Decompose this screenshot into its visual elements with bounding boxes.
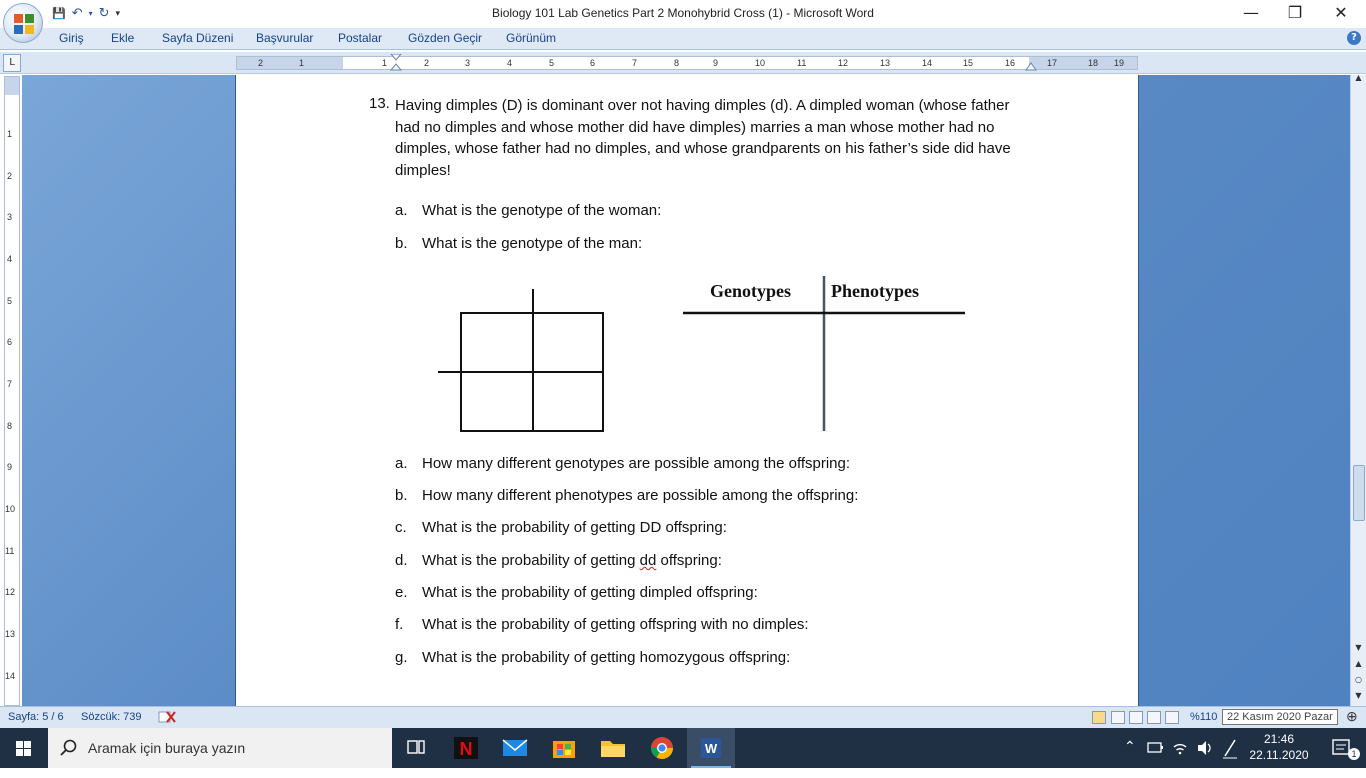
- zoom-level[interactable]: %110: [1190, 711, 1218, 723]
- tab-view[interactable]: Görünüm: [506, 31, 557, 45]
- ruler-label: 14: [922, 58, 933, 68]
- office-logo-icon: [13, 13, 35, 35]
- ruler-label: 5: [7, 296, 13, 306]
- notification-count-badge: 1: [1348, 748, 1360, 760]
- next-page-icon[interactable]: ▼: [1355, 691, 1362, 700]
- list-text: What is the probability of getting offspring with no dimples:: [422, 616, 809, 633]
- horizontal-ruler[interactable]: [236, 56, 1138, 70]
- full-screen-reading-view-icon[interactable]: [1111, 711, 1125, 724]
- t-chart-lines: [681, 275, 971, 435]
- vertical-ruler[interactable]: [4, 76, 20, 706]
- taskbar: [0, 728, 1366, 768]
- list-letter: a.: [395, 202, 408, 219]
- ruler-label: 9: [7, 462, 13, 472]
- minimize-button[interactable]: —: [1243, 3, 1259, 22]
- ruler-label: 12: [838, 58, 849, 68]
- web-layout-view-icon[interactable]: [1129, 711, 1143, 724]
- list-letter: b.: [395, 487, 408, 504]
- list-text: What is the genotype of the man:: [422, 235, 643, 252]
- spelling-error[interactable]: dd: [639, 552, 657, 569]
- tab-home[interactable]: Giriş: [59, 31, 84, 45]
- list-text: How many different genotypes are possible among the offspring:: [422, 455, 851, 472]
- right-indent-marker-icon[interactable]: [1025, 58, 1037, 72]
- title-bar: [0, 0, 1366, 28]
- list-letter: c.: [395, 519, 407, 536]
- document-page[interactable]: [236, 75, 1138, 706]
- svg-text:N: N: [459, 739, 473, 759]
- pen-workspace-icon[interactable]: [1221, 728, 1239, 768]
- date-tooltip: 22 Kasım 2020 Pazar: [1222, 709, 1338, 725]
- netflix-icon[interactable]: [442, 728, 490, 768]
- scroll-thumb[interactable]: [1353, 465, 1365, 521]
- chrome-icon[interactable]: [638, 728, 686, 768]
- status-bar: [0, 706, 1366, 728]
- ruler-bar: [0, 52, 1366, 74]
- customize-qat-icon[interactable]: ▾: [115, 9, 121, 19]
- ruler-label: 10: [5, 504, 16, 514]
- taskbar-clock[interactable]: [1244, 731, 1314, 763]
- ruler-left-margin: [237, 57, 343, 69]
- ruler-label: 9: [713, 58, 719, 68]
- ruler-label: 13: [5, 629, 16, 639]
- ruler-label: 8: [674, 58, 680, 68]
- search-placeholder: Aramak için buraya yazın: [88, 740, 246, 756]
- question-number: 13.: [369, 95, 390, 112]
- tab-references[interactable]: Başvurular: [256, 31, 314, 45]
- ruler-label: 7: [7, 379, 13, 389]
- print-layout-view-icon[interactable]: [1092, 711, 1106, 724]
- ruler-label: 8: [7, 421, 13, 431]
- ruler-label: 7: [632, 58, 638, 68]
- genotypes-header: Genotypes: [710, 281, 791, 301]
- list-text: [422, 552, 722, 569]
- select-browse-object-icon[interactable]: ○: [1355, 675, 1362, 684]
- ruler-label: 6: [590, 58, 596, 68]
- list-text: What is the probability of getting DD offspring:: [422, 519, 727, 536]
- ruler-label: 1: [7, 129, 13, 139]
- proofing-icon[interactable]: [158, 710, 176, 724]
- svg-text:W: W: [704, 741, 718, 756]
- list-text-post: offspring:: [656, 552, 722, 569]
- outline-view-icon[interactable]: [1147, 711, 1161, 724]
- list-text: What is the probability of getting homozygous offspring:: [422, 649, 791, 666]
- punnett-square: [436, 287, 606, 433]
- undo-dropdown-icon[interactable]: ▾: [88, 9, 93, 18]
- ruler-top-margin: [5, 77, 19, 95]
- tab-page-layout[interactable]: Sayfa Düzeni: [162, 31, 234, 45]
- ruler-label: 3: [465, 58, 471, 68]
- store-icon[interactable]: [540, 728, 588, 768]
- phenotypes-header: Phenotypes: [831, 281, 920, 301]
- list-text: What is the probability of getting dimpled offspring:: [422, 584, 758, 601]
- ruler-label: 3: [7, 212, 13, 222]
- ruler-label: 4: [7, 254, 13, 264]
- wifi-icon[interactable]: [1171, 728, 1189, 768]
- help-icon[interactable]: ?: [1347, 31, 1361, 45]
- list-text: How many different phenotypes are possible among the offspring:: [422, 487, 859, 504]
- window-title: Biology 101 Lab Genetics Part 2 Monohybrid Cross (1) - Microsoft Word: [492, 6, 874, 20]
- redo-icon[interactable]: ↻: [98, 6, 110, 21]
- indent-marker-icon[interactable]: [390, 54, 402, 72]
- word-icon[interactable]: [687, 728, 735, 768]
- ruler-label: 5: [549, 58, 555, 68]
- list-letter: e.: [395, 584, 408, 601]
- ruler-label: 18: [1088, 58, 1099, 68]
- list-text-pre: What is the probability of getting: [422, 552, 640, 569]
- windows-start-icon[interactable]: [0, 728, 48, 768]
- list-letter: g.: [395, 649, 408, 666]
- tab-selector[interactable]: L: [3, 54, 21, 72]
- volume-icon[interactable]: [1195, 728, 1213, 768]
- scroll-down-icon[interactable]: ▼: [1355, 643, 1362, 652]
- zoom-in-icon[interactable]: ⊕: [1346, 708, 1358, 724]
- ribbon-tabs: [0, 28, 1366, 50]
- file-explorer-icon[interactable]: [589, 728, 637, 768]
- clock-date: 22.11.2020: [1249, 748, 1309, 762]
- draft-view-icon[interactable]: [1165, 711, 1179, 724]
- list-letter: a.: [395, 455, 408, 472]
- save-icon[interactable]: 💾: [52, 7, 66, 20]
- tab-insert[interactable]: Ekle: [111, 31, 135, 45]
- ruler-label: 1: [382, 58, 388, 68]
- ruler-label: 1: [299, 58, 305, 68]
- previous-page-icon[interactable]: ▲: [1355, 659, 1362, 668]
- tab-mailings[interactable]: Postalar: [338, 31, 383, 45]
- ruler-label: 17: [1047, 58, 1058, 68]
- ruler-label: 6: [7, 337, 13, 347]
- list-letter: b.: [395, 235, 408, 252]
- task-view-icon[interactable]: [392, 728, 440, 768]
- taskbar-search[interactable]: [48, 728, 392, 768]
- page-indicator[interactable]: Sayfa: 5 / 6: [8, 711, 64, 723]
- ruler-label: 4: [507, 58, 513, 68]
- ruler-label: 2: [258, 58, 264, 68]
- ruler-label: 12: [5, 587, 16, 597]
- word-count[interactable]: Sözcük: 739: [81, 711, 142, 723]
- ruler-label: 2: [424, 58, 430, 68]
- document-workspace: [22, 75, 1350, 706]
- list-letter: d.: [395, 552, 408, 569]
- office-button[interactable]: [3, 3, 43, 43]
- question-text: Having dimples (D) is dominant over not having dimples (d). A dimpled woman (whose father had no dimples and whose mother did have dimples) marries a man whose mother had no dimples, whose father had no dimples, and whose grandparents on his father’s side did have dimples!: [395, 97, 1011, 179]
- ruler-label: 10: [755, 58, 766, 68]
- clock-time: 21:46: [1263, 732, 1295, 746]
- ruler-label: 16: [1005, 58, 1016, 68]
- restore-button[interactable]: ❐: [1287, 3, 1303, 22]
- ruler-label: 2: [7, 171, 13, 181]
- battery-icon[interactable]: [1146, 728, 1164, 768]
- undo-icon[interactable]: ↶: [71, 6, 83, 21]
- list-letter: f.: [395, 616, 404, 633]
- search-icon: [60, 739, 78, 757]
- show-hidden-icons-icon[interactable]: ⌃: [1124, 738, 1136, 754]
- notification-icon: [1322, 728, 1366, 768]
- scroll-up-icon[interactable]: ▲: [1355, 73, 1362, 82]
- mail-icon[interactable]: [491, 728, 539, 768]
- ruler-label: 11: [5, 546, 15, 556]
- ruler-label: 11: [797, 58, 807, 68]
- ruler-label: 13: [880, 58, 891, 68]
- vertical-scrollbar[interactable]: [1350, 75, 1366, 706]
- tab-review[interactable]: Gözden Geçir: [408, 31, 483, 45]
- close-button[interactable]: ✕: [1334, 3, 1348, 22]
- action-center-button[interactable]: [1322, 728, 1366, 768]
- ruler-label: 14: [5, 671, 16, 681]
- ruler-label: 19: [1114, 58, 1125, 68]
- list-text: What is the genotype of the woman:: [422, 202, 662, 219]
- ruler-label: 15: [963, 58, 974, 68]
